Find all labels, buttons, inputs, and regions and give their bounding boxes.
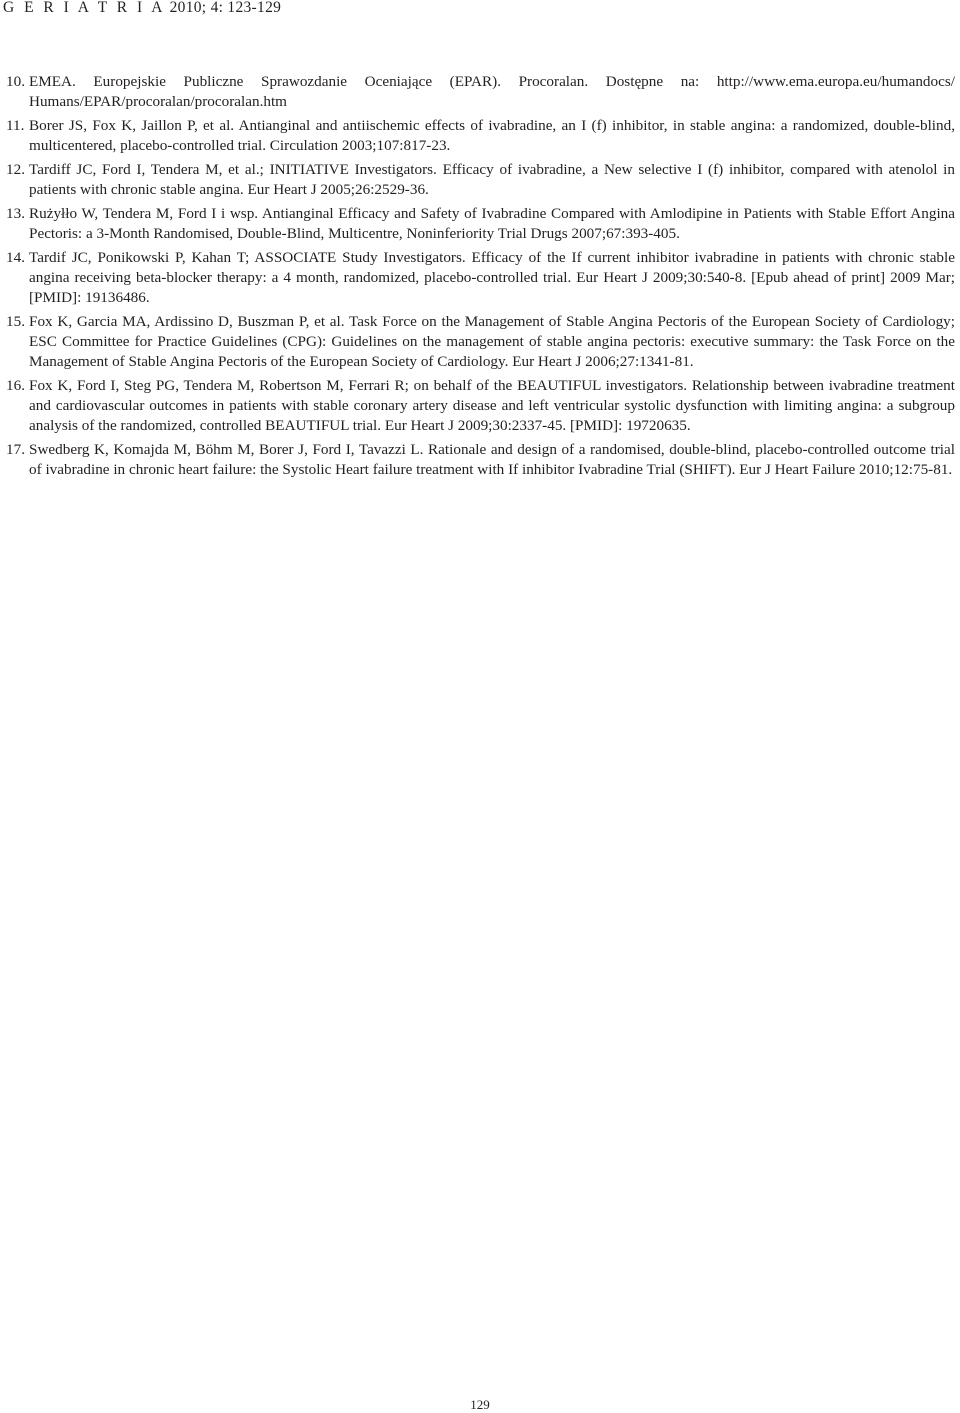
page-number: 129 <box>470 1397 490 1412</box>
reference-text: Fox K, Garcia MA, Ardissino D, Buszman P, et al. Task Force on the Management of Stable Angina Pectoris of the European Society of Cardiology; ESC Committee for Practice Guidelines (CPG): Guidelines on the management of stable angina pectoris: executive summary: the Task Force on the Management of Stable Angina Pectoris of the European Society of Cardiology. Eur Heart J 2006;27:1341-81. <box>29 312 955 371</box>
reference-text: Tardiff JC, Ford I, Tendera M, et al.; INITIATIVE Investigators. Efficacy of ivabradine, a New selective I (f) inhibitor, compared with atenolol in patients with chronic stable angina. Eur Heart J 2005;26:2529-36. <box>29 160 955 199</box>
journal-name: G E R I A T R I A <box>3 0 166 16</box>
reference-item <box>6 72 955 112</box>
reference-item <box>6 440 955 480</box>
reference-text: Tardif JC, Ponikowski P, Kahan T; ASSOCIATE Study Investigators. Efficacy of the If current inhibitor ivabradine in patients with chronic stable angina receiving beta-blocker therapy: a 4 month, randomized, placebo-controlled trial. Eur Heart J 2009;30:540-8. [Epub ahead of print] 2009 Mar; [PMID]: 19136486. <box>29 248 955 307</box>
reference-number: 16. <box>6 376 25 394</box>
reference-text: EMEA. Europejskie Publiczne Sprawozdanie Oceniające (EPAR). Procoralan. Dostępne na: http://www.ema.europa.eu/humandocs/ Humans/EPAR/procoralan/procoralan.htm <box>29 73 955 111</box>
reference-list <box>6 72 955 484</box>
journal-citation: 2010; 4: 123-129 <box>169 0 282 16</box>
reference-number: 12. <box>6 160 25 178</box>
reference-text: Swedberg K, Komajda M, Böhm M, Borer J, Ford I, Tavazzi L. Rationale and design of a randomised, double-blind, placebo-controlled outcome trial of ivabradine in chronic heart failure: the Systolic Heart failure treatment with If inhibitor Ivabradine Trial (SHIFT). Eur J Heart Failure 2010;12:75-81. <box>29 440 955 479</box>
running-head <box>3 0 281 17</box>
reference-item <box>6 312 955 373</box>
reference-number: 10. <box>6 73 25 90</box>
reference-item <box>6 376 955 437</box>
reference-number: 13. <box>6 204 25 222</box>
reference-number: 11. <box>6 116 25 134</box>
reference-item <box>6 204 955 244</box>
reference-number: 14. <box>6 248 25 266</box>
reference-number: 17. <box>6 440 25 458</box>
reference-text: Rużyłło W, Tendera M, Ford I i wsp. Antianginal Efficacy and Safety of Ivabradine Compared with Amlodipine in Patients with Stable Effort Angina Pectoris: a 3-Month Randomised, Double-Blind, Multicentre, Noninferiority Trial Drugs 2007;67:393-405. <box>29 204 955 242</box>
reference-text: Fox K, Ford I, Steg PG, Tendera M, Robertson M, Ferrari R; on behalf of the BEAUTIFUL investigators. Relationship between ivabradine treatment and cardiovascular outcomes in patients with stable coronary artery disease and left ventricular systolic dysfunction with limiting angina: a subgroup analysis of the randomized, controlled BEAUTIFUL trial. Eur Heart J 2009;30:2337-45. [PMID]: 19720635. <box>29 376 955 435</box>
reference-text: Borer JS, Fox K, Jaillon P, et al. Antianginal and antiischemic effects of ivabradine, an I (f) inhibitor, in stable angina: a randomized, double-blind, multicentered, placebo-controlled trial. Circulation 2003;107:817-23. <box>29 116 955 155</box>
reference-item <box>6 116 955 156</box>
reference-item <box>6 248 955 309</box>
reference-number: 15. <box>6 312 25 330</box>
reference-item <box>6 160 955 200</box>
